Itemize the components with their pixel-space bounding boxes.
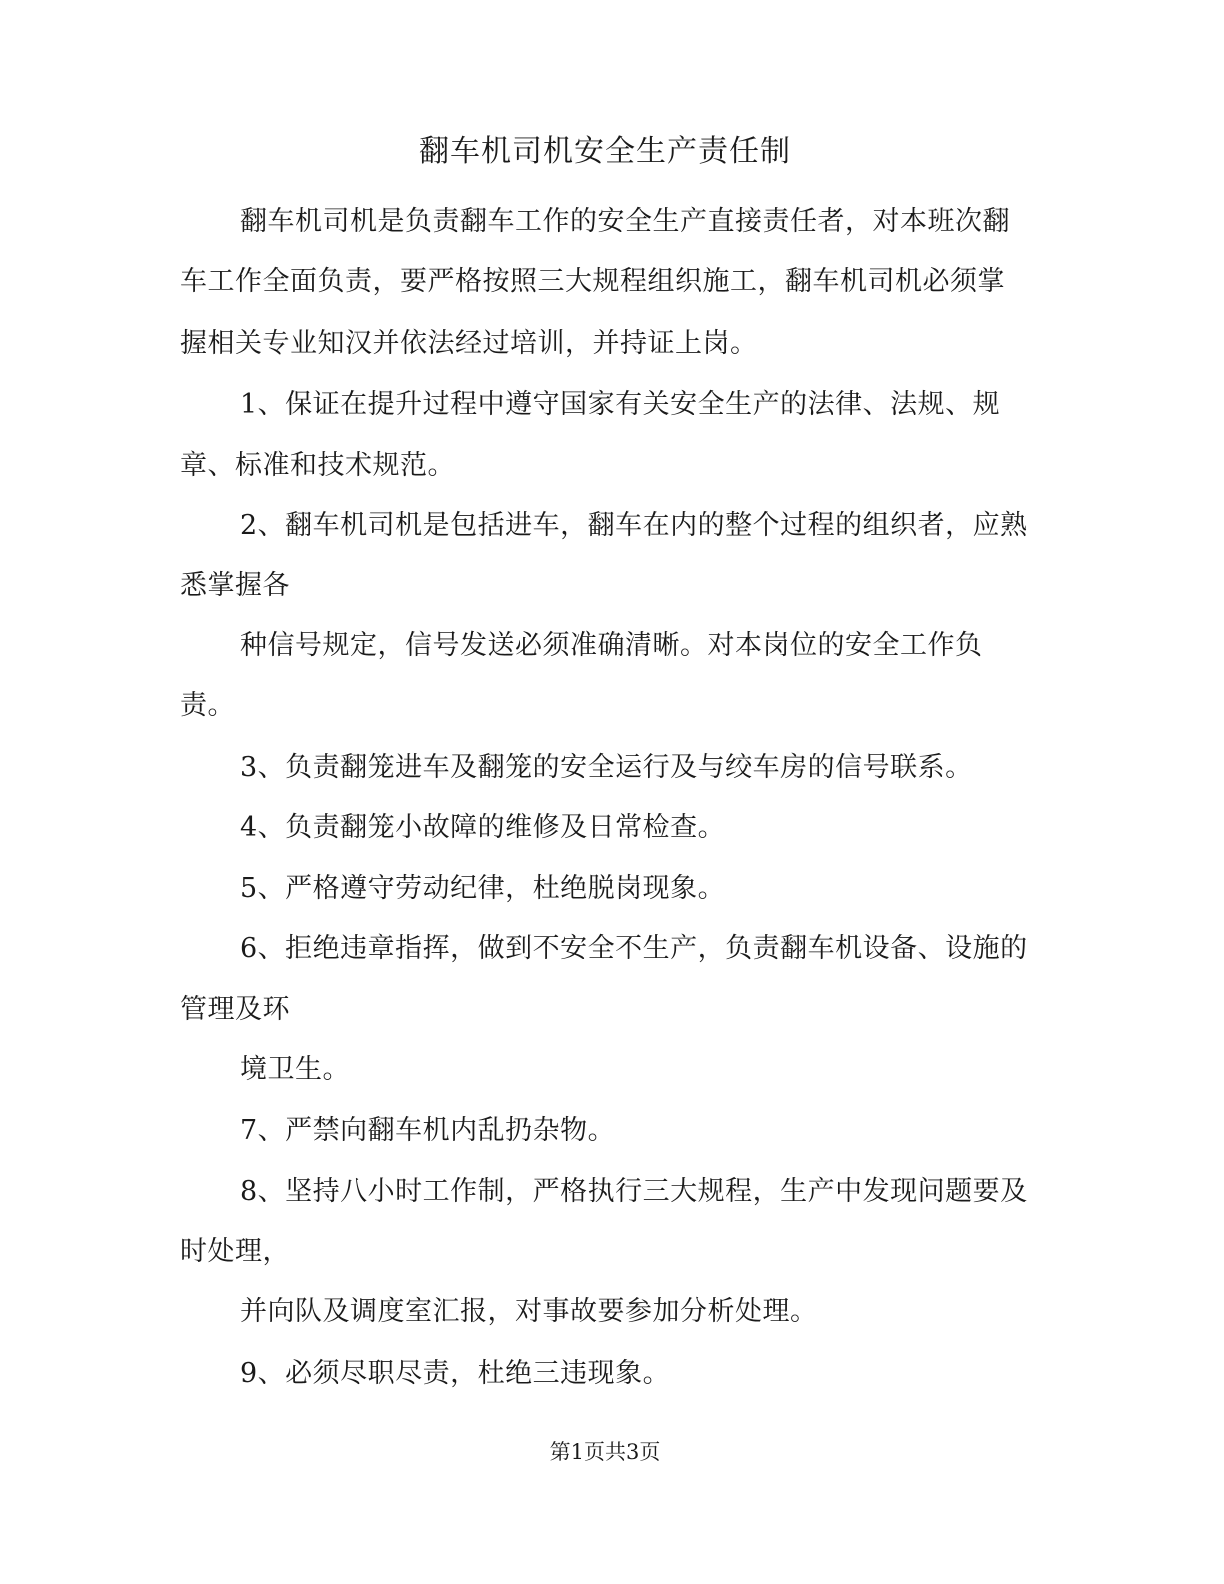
paragraph-line: 8、坚持八小时工作制，严格执行三大规程，生产中发现问题要及 <box>240 1176 1028 1207</box>
paragraph-line: 责。 <box>180 690 235 721</box>
paragraph-line: 2、翻车机司机是包括进车，翻车在内的整个过程的组织者，应熟 <box>240 510 1028 541</box>
paragraph-line: 4、负责翻笼小故障的维修及日常检查。 <box>240 812 726 843</box>
paragraph-line: 翻车机司机是负责翻车工作的安全生产直接责任者，对本班次翻 <box>240 206 1010 237</box>
paragraph-line: 车工作全面负责，要严格按照三大规程组织施工，翻车机司机必须掌 <box>180 266 1005 297</box>
paragraph-line: 时处理， <box>180 1236 290 1267</box>
paragraph-line: 5、严格遵守劳动纪律，杜绝脱岗现象。 <box>240 873 726 904</box>
paragraph-line: 种信号规定，信号发送必须准确清晰。对本岗位的安全工作负 <box>240 630 983 661</box>
paragraph-line: 3、负责翻笼进车及翻笼的安全运行及与绞车房的信号联系。 <box>240 752 973 783</box>
paragraph-line: 握相关专业知汉并依法经过培训，并持证上岗。 <box>180 328 758 359</box>
paragraph-line: 6、拒绝违章指挥，做到不安全不生产，负责翻车机设备、设施的 <box>240 933 1028 964</box>
paragraph-line: 9、必须尽职尽责，杜绝三违现象。 <box>240 1358 671 1389</box>
paragraph-line: 7、严禁向翻车机内乱扔杂物。 <box>240 1115 616 1146</box>
paragraph-line: 管理及环 <box>180 994 290 1025</box>
document-title: 翻车机司机安全生产责任制 <box>419 134 791 169</box>
paragraph-line: 并向队及调度室汇报，对事故要参加分析处理。 <box>240 1296 818 1327</box>
paragraph-line: 境卫生。 <box>240 1054 350 1085</box>
paragraph-line: 1、保证在提升过程中遵守国家有关安全生产的法律、法规、规 <box>240 389 1001 420</box>
page-number: 第1页共3页 <box>549 1440 661 1464</box>
paragraph-line: 悉掌握各 <box>180 570 290 601</box>
paragraph-line: 章、标准和技术规范。 <box>180 450 455 481</box>
